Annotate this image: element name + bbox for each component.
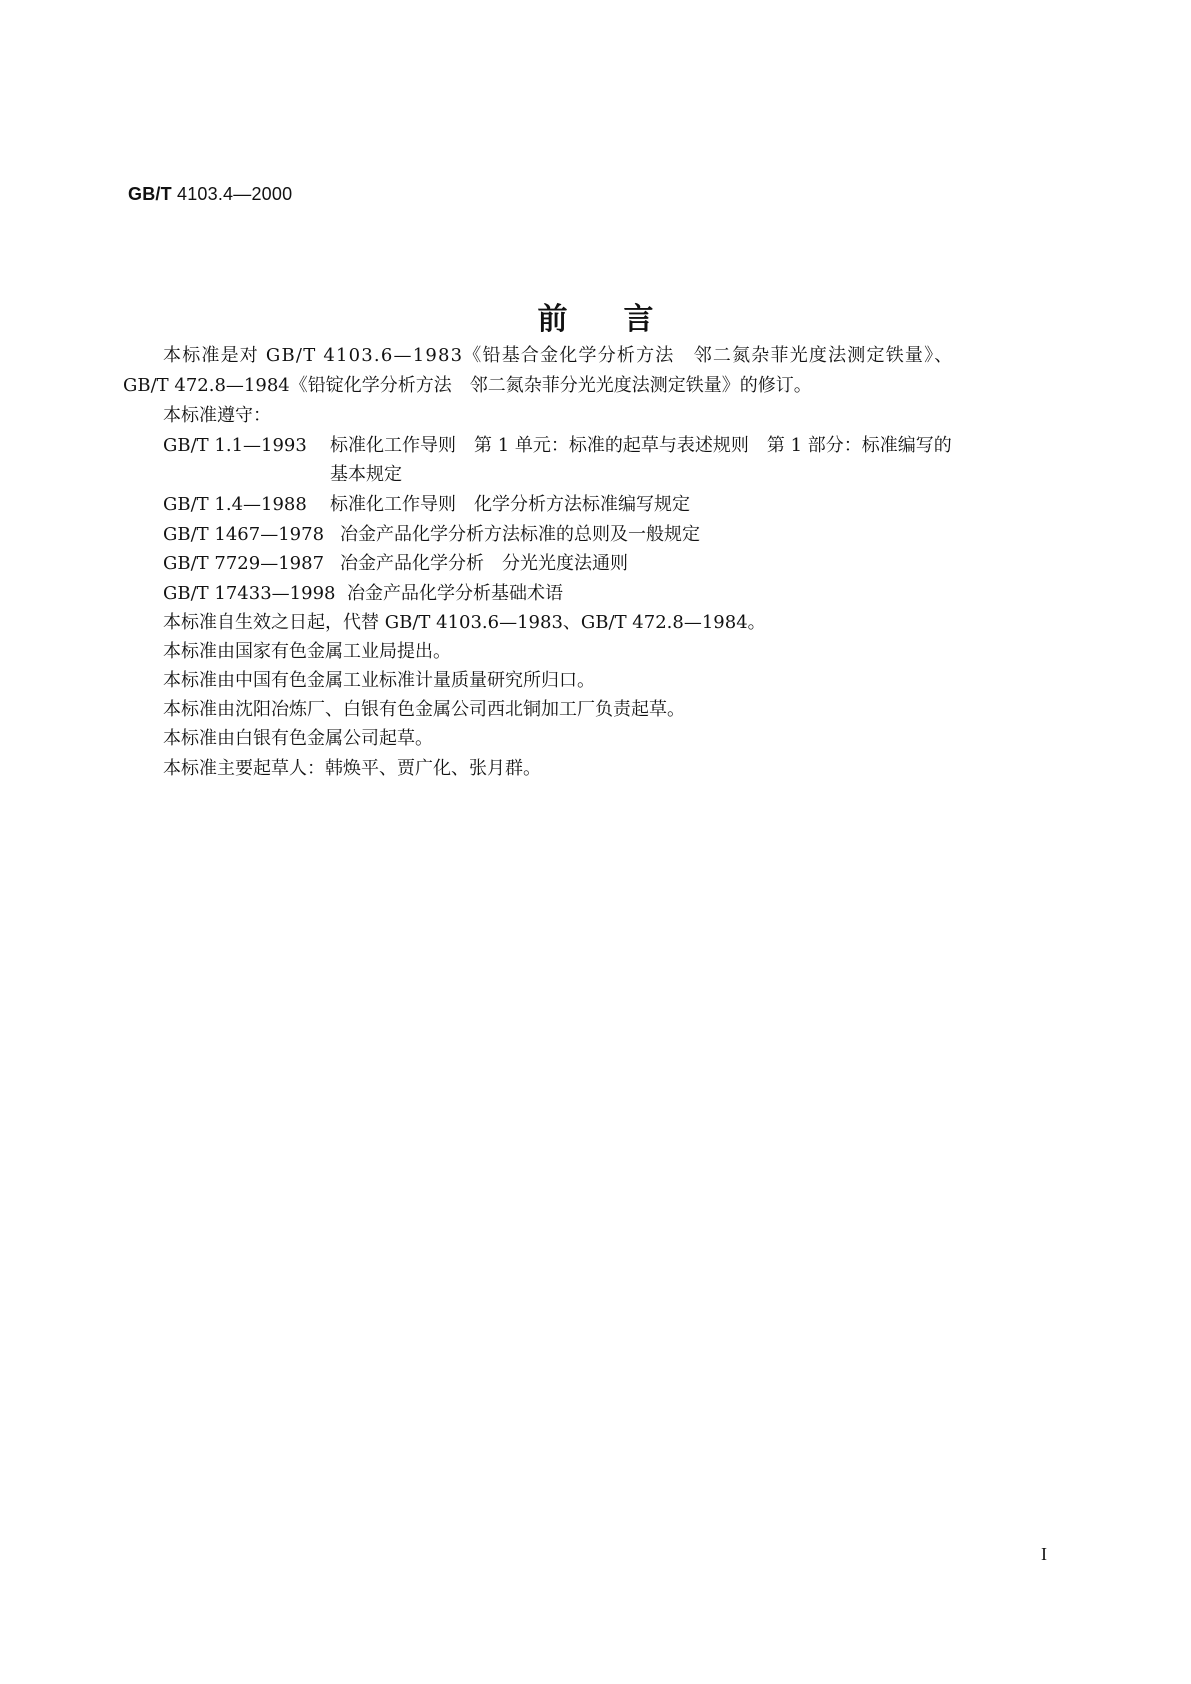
reference-title: 标准化工作导则 第 1 单元：标准的起草与表述规则 第 1 部分：标准编写的 <box>330 435 952 456</box>
page-number: I <box>1041 1544 1047 1564</box>
reference-title: 标准化工作导则 化学分析方法标准编写规定 <box>330 494 690 515</box>
reference-item <box>163 582 563 606</box>
responsible-drafting-statement: 本标准由沈阳冶炼厂、白银有色金属公司西北铜加工厂负责起草。 <box>163 699 685 720</box>
reference-title-continuation: 基本规定 <box>330 464 402 485</box>
replacement-statement: 本标准自生效之日起，代替 GB/T 4103.6—1983、GB/T 472.8—1984。 <box>163 612 766 633</box>
reference-code: GB/T 17433—1998 <box>163 583 336 604</box>
drafters-statement: 本标准主要起草人：韩焕平、贾广化、张月群。 <box>163 758 541 779</box>
reference-code: GB/T 7729—1987 <box>163 553 325 574</box>
standard-code-header <box>128 183 292 205</box>
reference-item <box>163 523 700 547</box>
reference-code: GB/T 1.4—1988 <box>163 494 307 515</box>
reference-title: 冶金产品化学分析方法标准的总则及一般规定 <box>340 524 700 545</box>
paragraph-revision-line-1: 本标准是对 GB/T 4103.6—1983《铅基合金化学分析方法 邻二氮杂菲光度法测定铁量》、 <box>163 345 954 366</box>
standard-code-number: 4103.4—2000 <box>177 184 293 204</box>
centralizing-statement: 本标准由中国有色金属工业标准计量质量研究所归口。 <box>163 670 595 691</box>
reference-item <box>163 434 952 458</box>
reference-item <box>163 493 690 517</box>
proposer-statement: 本标准由国家有色金属工业局提出。 <box>163 641 451 662</box>
reference-item <box>163 552 628 576</box>
paragraph-revision-line-2: GB/T 472.8—1984《铅锭化学分析方法 邻二氮杂菲分光光度法测定铁量》的修订。 <box>123 375 812 396</box>
reference-title: 冶金产品化学分析 分光光度法通则 <box>340 553 628 574</box>
standard-code-prefix: GB/T <box>128 184 172 204</box>
reference-code: GB/T 1467—1978 <box>163 524 325 545</box>
reference-code: GB/T 1.1—1993 <box>163 435 307 456</box>
comply-heading: 本标准遵守： <box>163 405 271 426</box>
drafting-unit-statement: 本标准由白银有色金属公司起草。 <box>163 728 433 749</box>
reference-title: 冶金产品化学分析基础术语 <box>347 583 563 604</box>
page-title: 前言 <box>537 302 710 337</box>
